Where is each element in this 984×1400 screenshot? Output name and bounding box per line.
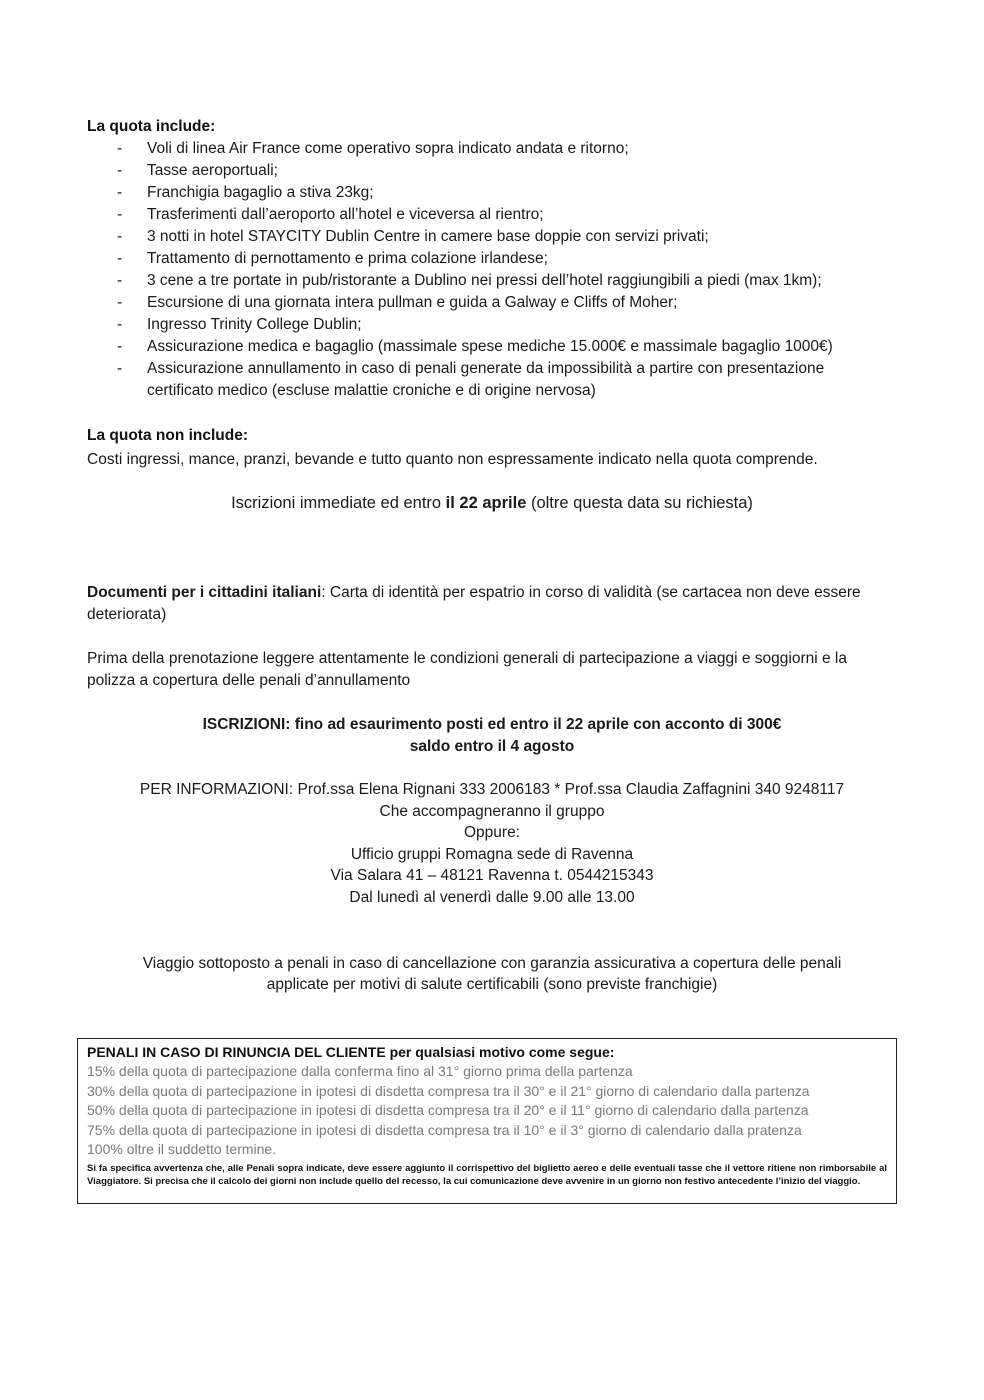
list-item: - Trasferimenti dall’aeroporto all’hotel e viceversa al rientro; <box>117 206 544 223</box>
penalty-row: 100% oltre il suddetto termine. <box>87 1141 277 1157</box>
penalty-notice-line-1: Viaggio sottoposto a penali in caso di cancellazione con garanzia assicurativa a copertura delle penali <box>142 955 842 972</box>
penalty-row: 75% della quota di partecipazione in ipotesi di disdetta compresa tra il 10° e il 3° giorno di calendario dalla pratenza <box>87 1121 802 1138</box>
list-item: - Escursione di una giornata intera pullman e guida a Galway e Cliffs of Moher; <box>117 294 678 311</box>
list-item: - Ingresso Trinity College Dublin; <box>117 316 362 333</box>
penalties-title: PENALI IN CASO DI RINUNCIA DEL CLIENTE per qualsiasi motivo come segue: <box>87 1044 615 1060</box>
excludes-heading: La quota non include: <box>87 427 249 444</box>
info-line: PER INFORMAZIONI: Prof.ssa Elena Rignani 333 2006183 * Prof.ssa Claudia Zaffagnini 340 9248117 <box>139 781 845 798</box>
includes-list <box>87 138 887 402</box>
info-line: Oppure: <box>463 824 520 841</box>
enrollment-note: Iscrizioni immediate ed entro il 22 aprile (oltre questa data su richiesta) <box>231 494 753 512</box>
info-line: Dal lunedì al venerdì dalle 9.00 alle 13.00 <box>349 889 635 906</box>
penalties-box <box>77 1038 897 1204</box>
list-item: - Assicurazione annullamento in caso di penali generate da impossibilità a partire con presentazione certificato medico (escluse malattie croniche e di origine nervosa) <box>117 360 825 399</box>
documents-label: Documenti per i cittadini italiani <box>87 584 322 601</box>
penalties-fine-print: Si fa specifica avvertenza che, alle Penali sopra indicate, deve essere aggiunto il corrispettivo del biglietto aereo e delle eventuali tasse che il vettore ritiene non rimborsabile al Viaggiatore. Si precisa che il calcolo dei giorni non include quello del recesso, la cui comunicazione deve avvenire in un giorno non festivo antecedente l’inizio del viaggio. <box>87 1162 887 1187</box>
list-item: - 3 cene a tre portate in pub/ristorante a Dublino nei pressi dell’hotel raggiungibili a piedi (max 1km); <box>117 272 822 289</box>
iscrizioni-line-1: ISCRIZIONI: fino ad esaurimento posti ed entro il 22 aprile con acconto di 300€ <box>202 716 782 733</box>
penalty-row: 50% della quota di partecipazione in ipotesi di disdetta compresa tra il 20° e il 11° giorno di calendario dalla partenza <box>87 1102 809 1118</box>
documents-paragraph: Documenti per i cittadini italiani: Carta di identità per espatrio in corso di validità (se cartacea non deve essere deteriorata) <box>87 584 861 623</box>
conditions-paragraph: Prima della prenotazione leggere attentamente le condizioni generali di partecipazione a viaggi e soggiorni e la polizza a copertura delle penali d’annullamento <box>87 650 847 689</box>
excludes-text: Costi ingressi, mance, pranzi, bevande e tutto quanto non espressamente indicato nella quota comprende. <box>87 451 818 468</box>
info-line: Che accompagneranno il gruppo <box>379 803 605 820</box>
includes-heading: La quota include: <box>87 118 216 135</box>
iscrizioni-line-2: saldo entro il 4 agosto <box>409 738 575 755</box>
info-line: Via Salara 41 – 48121 Ravenna t. 0544215343 <box>330 867 654 884</box>
penalty-row: 15% della quota di partecipazione dalla conferma fino al 31° giorno prima della partenza <box>87 1063 633 1079</box>
list-item: - Voli di linea Air France come operativo sopra indicato andata e ritorno; <box>117 140 629 157</box>
list-item: - 3 notti in hotel STAYCITY Dublin Centre in camere base doppie con servizi privati; <box>117 228 709 245</box>
list-item: - Tasse aeroportuali; <box>117 162 278 179</box>
penalty-row: 30% della quota di partecipazione in ipotesi di disdetta compresa tra il 30° e il 21° giorno di calendario dalla partenza <box>87 1082 810 1099</box>
penalty-notice-line-2: applicate per motivi di salute certificabili (sono previste franchigie) <box>266 976 718 993</box>
list-item: - Trattamento di pernottamento e prima colazione irlandese; <box>117 250 548 267</box>
list-item: - Franchigia bagaglio a stiva 23kg; <box>117 184 374 201</box>
list-item: - Assicurazione medica e bagaglio (massimale spese mediche 15.000€ e massimale bagaglio 1000€) <box>117 338 833 355</box>
info-line: Ufficio gruppi Romagna sede di Ravenna <box>350 846 634 863</box>
